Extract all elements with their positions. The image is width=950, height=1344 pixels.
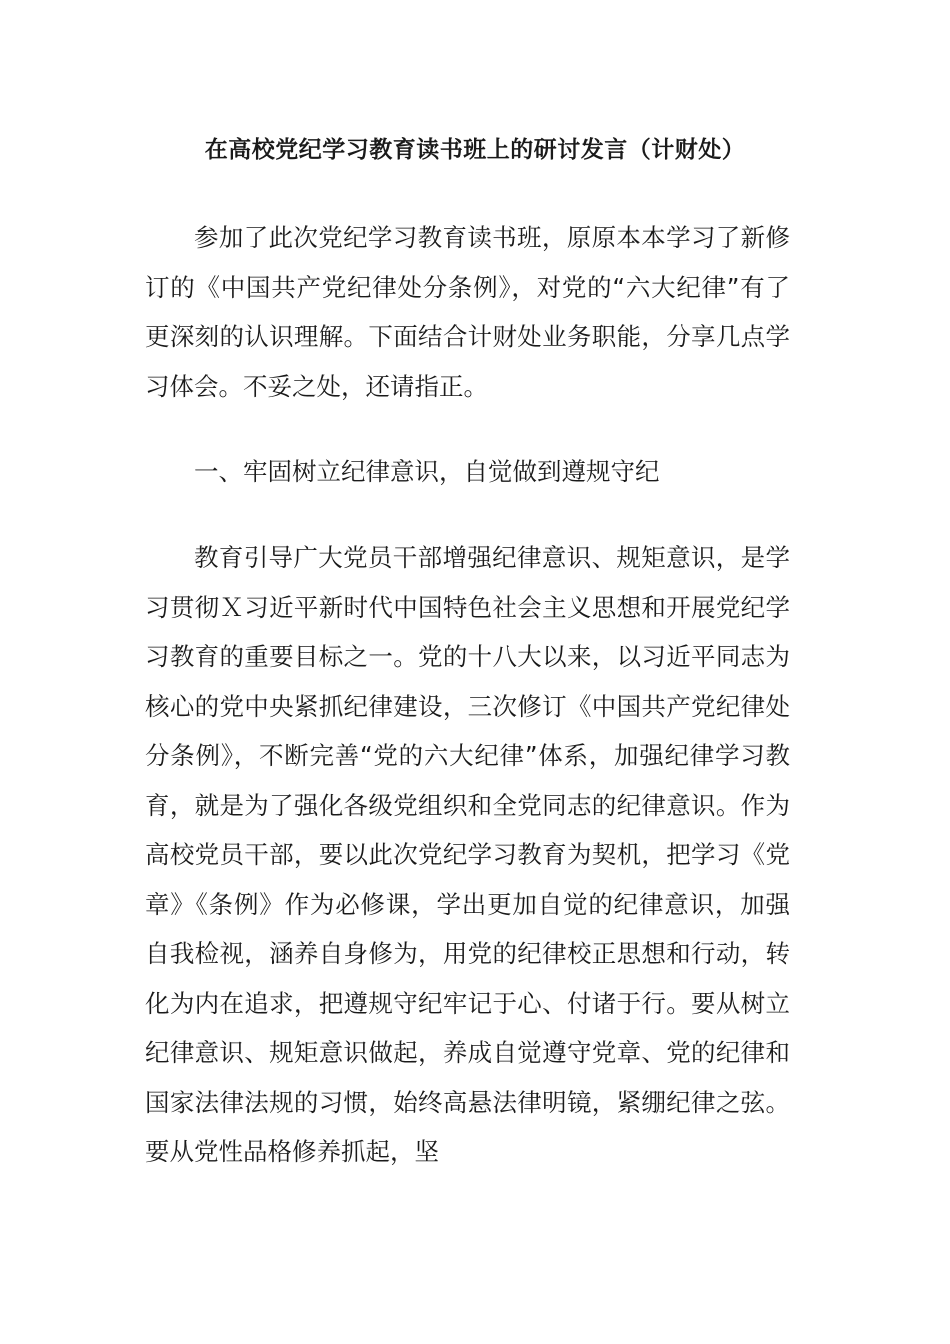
section-paragraph: 教育引导广大党员干部增强纪律意识、规矩意识，是学习贯彻Ｘ习近平新时代中国特色社会主义思想和开展党纪学习教育的重要目标之一。党的十八大以来，以习近平同志为核心的党中央紧抓纪律建设，三次修订《中国共产党纪律处分条例》，不断完善“党的六大纪律”体系，加强纪律学习教育，就是为了强化各级党组织和全党同志的纪律意识。作为高校党员干部，要以此次党纪学习教育为契机，把学习《党章》《条例》作为必修课，学出更加自觉的纪律意识，加强自我检视，涵养自身修为，用党的纪律校正思想和行动，转化为内在追求，把遵规守纪牢记于心、付诸于行。要从树立纪律意识、规矩意识做起，养成自觉遵守党章、党的纪律和国家法律法规的习惯，始终高悬法律明镜，紧绷纪律之弦。要从党性品格修养抓起，坚 bbox=[145, 543, 790, 1166]
section-heading: 一、牢固树立纪律意识，自觉做到遵规守纪 bbox=[194, 457, 660, 486]
intro-paragraph: 参加了此次党纪学习教育读书班，原原本本学习了新修订的《中国共产党纪律处分条例》，对党的“六大纪律”有了更深刻的认识理解。下面结合计财处业务职能，分享几点学习体会。不妥之处，还请指正。 bbox=[145, 223, 790, 401]
document-title: 在高校党纪学习教育读书班上的研讨发言（计财处） bbox=[204, 137, 746, 163]
